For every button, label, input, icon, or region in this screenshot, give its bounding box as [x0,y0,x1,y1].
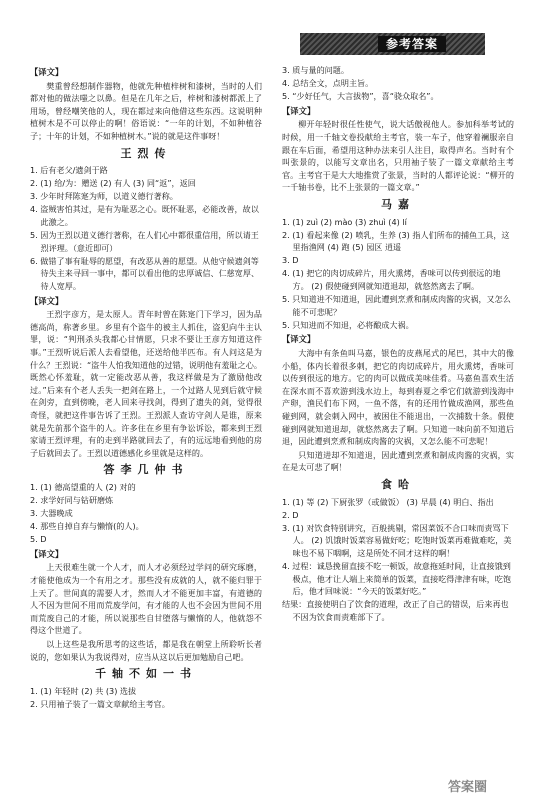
answer-item: 2. 只用袖子装了一篇文章献给主考官。 [30,698,170,709]
answer-banner [300,33,485,55]
answer-item: 2. 求学好同与钻研磨炼 [30,495,114,505]
answer-item: 5. 因为王烈以道义德行著称，在人们心中都很重信用，所以请王烈评理。（意近即可） [30,230,259,253]
translation-tag: 【译文】 [282,105,316,116]
translation-paragraph: 王烈字彦方，是太原人。青年时曾在陈寔门下学习，因为品德高尚，称著乡里。乡里有个盗牛的被主人抓住，盗犯向牛主认罪，说：“判刑杀头我都心甘情愿，只求不要让王彦方知道这件事。”王烈听说后派人去看望他，还送给他半匹布。有人问这是为什么？王烈说：“盗牛人怕我知道他的过错，说明他有羞耻之心。既然心怀羞耻，就一定能改恶从善，我这样做是为了激励他改过。”后来有个老人丢失一把剑在路上，一个过路人见到后就守候在剑旁，直到傍晚，老人回来寻找剑，得到了遗失的剑，觉得很奇怪，就把这件事告诉了王烈。王烈派人查访守剑人是谁，原来就是先前那个盗牛的人。许多住在乡里有争讼诉讼，都来到王烈家请王烈评理，有的走到半路就回去了，有的远远地看到他的房子后就回去了。王烈以道德感化乡里就是这样的。 [30,309,262,458]
answer-item: 2. (1) 看起来像 (2) 喷乳，生养 (3) 指人们所布的捕鱼工具，这里指渔网 (4) 跑 (5) 园区 逍遥 [282,229,510,253]
answer-item: 3. 大器晚成 [30,508,73,519]
translation-paragraph: 只知道进却不知道退，因此遭到烹煮和制成肉酱的灾祸，实在是太可悲了啊！ [282,449,514,473]
answer-item: 1. (1) 等 (2) 下厨张罗（或做饭） (3) 早晨 (4) 明白、指出 [282,496,494,507]
answer-item: 1. (1) 德高望重的人 (2) 对的 [30,481,136,492]
answer-item: 1. 后有老父/遗剑于路 [30,165,108,176]
translation-paragraph: 上天很难生就一个人才，而人才必须经过学问的研究琢磨，才能使他成为一个有用之才。那些没有成就的人，就不能归罪于上天了。世间真的需要人才，然而人才不能更加丰富，有道德的人不因为世间不用而荒废学问，有才能的人也不会因为世间不用而荒废自己的才能，所以说那些自甘堕落与懒惰的人，他就怨不得这个世道了。 [30,562,262,636]
answer-item: 结果：直接使明白了饮食的道理，改正了自己的错误，后来再也不因为饮食而责难部下了。 [282,599,509,622]
answer-item: 1. (1) 年轻时 (2) 共 (3) 选拔 [30,685,137,696]
translation-tag: 【译文】 [30,67,64,77]
translation-tag: 【译文】 [30,548,64,559]
answer-item: 3. 少年时拜陈寔为师，以道义德行著称。 [30,191,178,202]
translation-paragraph: 樊重曾经想制作器物，他就先种植梓树和漆树，当时的人们都对他的做法嗤之以鼻。但是在几年之后，梓树和漆树都派上了用场，曾经嘲笑他的人，现在都过来向他借这些东西。这说明种植树木是不可以停止的啊！俗语说：“一年的计划，不如种植谷子；十年的计划，不如种植树木。”说的就是这件事呀！ [30,80,262,141]
answer-item: 5. 只知道进不知道退，因此遭到烹煮和制成肉酱的灾祸，又怎么能不可悲呢？ [282,294,511,317]
answer-item: 3. (1) 对饮食特别讲究，百般挑剔，常因菜饭不合口味而责骂下人。 (2) 饥饿时饭菜容易做好吃；吃饱时饭菜再难做难吃，美味也不易下咽啊，这是所处不同才这样的啊！ [282,522,512,558]
translation-tag: 【译文】 [282,334,316,345]
translation-tag: 【译文】 [30,295,64,306]
answer-item: 4. 盗贼害怕其过，是有为耻恶之心。既怀耻恶，必能改善，故以此激之。 [30,204,259,228]
section-title-wanglie: 王烈传 [120,146,172,160]
section-title-majia: 马嘉 [381,197,415,211]
answer-item: 4. 过程：诚恳挽留直接不吃一顿饭，故意拖延时间，让直接饿到极点，他才让人端上来简单的饭菜，直接吃得津津有味，吃饱后，他才回味说：“今天的饭菜好吃。” [282,560,512,597]
section-title-qianzhou: 千轴不如一书 [95,667,197,681]
answer-item: 4. 那些自掉自弃与懒惰(的人)。 [30,521,144,532]
answer-item: 5. “少好任气，大言拔物”，喜“骁众取名”。 [282,91,439,102]
answer-item: 4. (1) 把它的肉切成碎片，用火熏烤，香味可以传到很远的地方。 (2) 假使碰到网就知道退却，就悠然离去了啊。 [282,268,501,291]
section-title-dalijizhongshu: 答李几仲书 [103,463,189,477]
answer-item: 1. (1) zuì (2) mào (3) zhuì (4) lí [282,216,407,227]
answer-item: 3. 质与量的问题。 [282,65,349,75]
answer-item: 2. (1) 给/为：赠送 (2) 有人 (3) 同“返”，返回 [30,178,196,189]
answer-item: 3. D [282,255,299,266]
answer-item: 2. D [282,509,299,520]
translation-paragraph: 大海中有条鱼叫马嘉，银色的皮燕尾式的尾巴，其中大的像小船，体内长着很多刺，把它的肉切成碎片，用火熏烤，香味可以传到很远的地方。它的肉可以做成美味佳肴。马嘉鱼喜欢生活在深水而不喜欢游到浅水边上，每到春夏之季它们就游到浅海中产卵，渔民们布下网，一鱼不落，有的还用竹做成渔网，那些鱼碰到网，就会刺入网中，被困住不能退出，一次捕数十条。假使碰到网就知道退却，就悠然离去了啊。只知道一味向前不知道后退，因此遭到烹煮和制成肉酱的灾祸，又怎么能不可悲呢！ [282,347,514,447]
answer-item: 5. D [30,534,47,545]
right-column [282,64,514,624]
answer-item: 6. 做错了事有耻辱的愿望，有改恶从善的愿望。从他守候遗剑等待失主来寻回一事中，都可以看出他的忠厚诚信、仁慈宽厚、待人宽厚。 [30,255,260,291]
section-title-shiha: 食哈 [381,477,415,491]
answer-item: 4. 总结全文，点明主旨。 [282,78,374,89]
translation-paragraph: 柳开年轻时很任性使气，说大话傲视他人。参加科举考试的时候，用一千轴文卷投献给主考官，装一车子，他穿着襕服亲自跟在车后面，希望用这种办法来引人注目，取得声名。当时有个叫张景的，以能写文章出名，只用袖子装了一篇文章献给主考官。主考官于是大大地推赏了张景，当时的人都评论说：“柳开的一千轴书卷，比不上张景的一篇文章。” [282,119,514,193]
translation-paragraph: 以上这些是我所思考的这些话，都是我在朝堂上所聆听长者说的，您如果认为我说得对，应当从这以后更加勉励自己吧。 [30,639,262,662]
banner-label: 参考答案 [378,36,446,52]
left-column [30,64,262,711]
watermark-logo: 答案圈 [448,780,488,795]
answer-item: 5. 只知进而不知退，必将酿成大祸。 [282,319,414,330]
